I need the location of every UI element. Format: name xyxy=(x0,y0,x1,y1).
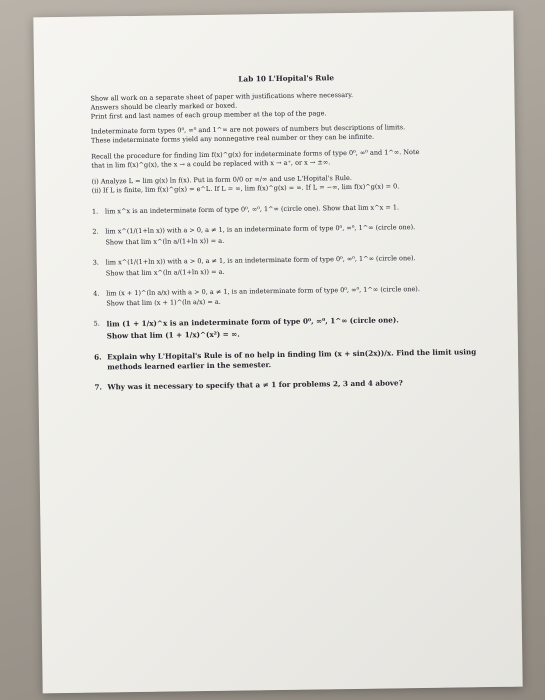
problem-text: lim x^(1/(1+ln x)) with a > 0, a ≠ 1, is an indeterminate form of type 0⁰, ∞⁰, 1^∞ (circle one). xyxy=(105,253,416,267)
problem-show-that: Show that lim x^(ln a/(1+ln x)) = a. xyxy=(105,267,225,278)
recall-line: that in lim f(x)^g(x), the x → a could be replaced with x → a⁺, or x → ±∞. xyxy=(91,158,331,170)
intro-line: Print first and last names of each group member at the top of the page. xyxy=(90,108,327,121)
problem-number: 1. xyxy=(91,207,99,216)
problem-number: 4. xyxy=(93,289,100,298)
problem-text: lim x^x is an indeterminate form of type 0⁰, ∞⁰, 1^∞ (circle one). Show that lim x^x = 1. xyxy=(104,203,400,216)
problem-number: 3. xyxy=(92,258,99,267)
problem-show-that: Show that lim (x + 1)^(ln a/x) = a. xyxy=(106,298,221,308)
problem-number: 5. xyxy=(93,319,100,328)
problem-item xyxy=(92,222,484,247)
document-content xyxy=(90,71,487,404)
problem-number: 7. xyxy=(94,382,103,392)
problem-show-that: Show that lim (1 + 1/x)^(x²) = ∞. xyxy=(106,329,240,341)
problem-text: lim x^(1/(1+ln x)) with a > 0, a ≠ 1, is an indeterminate form of type 0⁰, ∞⁰, 1^∞ (circle one). xyxy=(105,223,416,236)
procedure-step: (i) Analyze L = lim g(x) ln f(x). Put in form 0/0 or ∞/∞ and use L'Hopital's Rule. xyxy=(91,173,352,186)
problem-list xyxy=(92,202,487,392)
problem-number: 6. xyxy=(93,352,102,362)
indeterminate-line: Indeterminate form types 0⁰, ∞⁰ and 1^∞ are not powers of numbers but descriptions of limits. xyxy=(90,123,406,136)
procedure-step: (ii) If L is finite, lim f(x)^g(x) = e^L. If L = ∞, lim f(x)^g(x) = ∞. If L = −∞, lim f(x)^g(x) = 0. xyxy=(91,181,400,195)
indeterminate-line: These indeterminate forms yield any nonnegative real number or they can be infinite. xyxy=(90,132,375,145)
intro-line: Answers should be clearly marked or boxed. xyxy=(90,101,238,112)
paper-sheet xyxy=(33,11,522,694)
problem-item xyxy=(93,284,485,309)
problem-item xyxy=(94,347,486,372)
page-title: Lab 10 L'Hopital's Rule xyxy=(238,73,335,84)
problem-item xyxy=(94,314,486,341)
problem-text: Why was it necessary to specify that a ≠ 1 for problems 2, 3 and 4 above? xyxy=(107,378,403,392)
problem-item xyxy=(92,202,484,216)
problem-text: lim (1 + 1/x)^x is an indeterminate form of type 0⁰, ∞⁰, 1^∞ (circle one). xyxy=(106,315,399,329)
problem-text: lim (x + 1)^(ln a/x) with a > 0, a ≠ 1, is an indeterminate form of type 0⁰, ∞⁰, 1^∞ (circle one). xyxy=(106,284,420,297)
intro-line: Show all work on a separate sheet of paper with justifications where necessary. xyxy=(90,90,354,103)
problem-item xyxy=(93,253,485,278)
problem-show-that: Show that lim x^(ln a/(1+ln x)) = a. xyxy=(105,236,225,247)
problem-item xyxy=(94,377,486,392)
problem-number: 2. xyxy=(92,227,99,236)
recall-line: Recall the procedure for finding lim f(x)^g(x) for indeterminate forms of type 0⁰, ∞⁰ and 1^∞. Note xyxy=(91,148,420,161)
problem-text: Explain why L'Hopital's Rule is of no help in finding lim (x + sin(2x))/x. Find the limit using methods learned earlier in the semester. xyxy=(106,346,477,371)
